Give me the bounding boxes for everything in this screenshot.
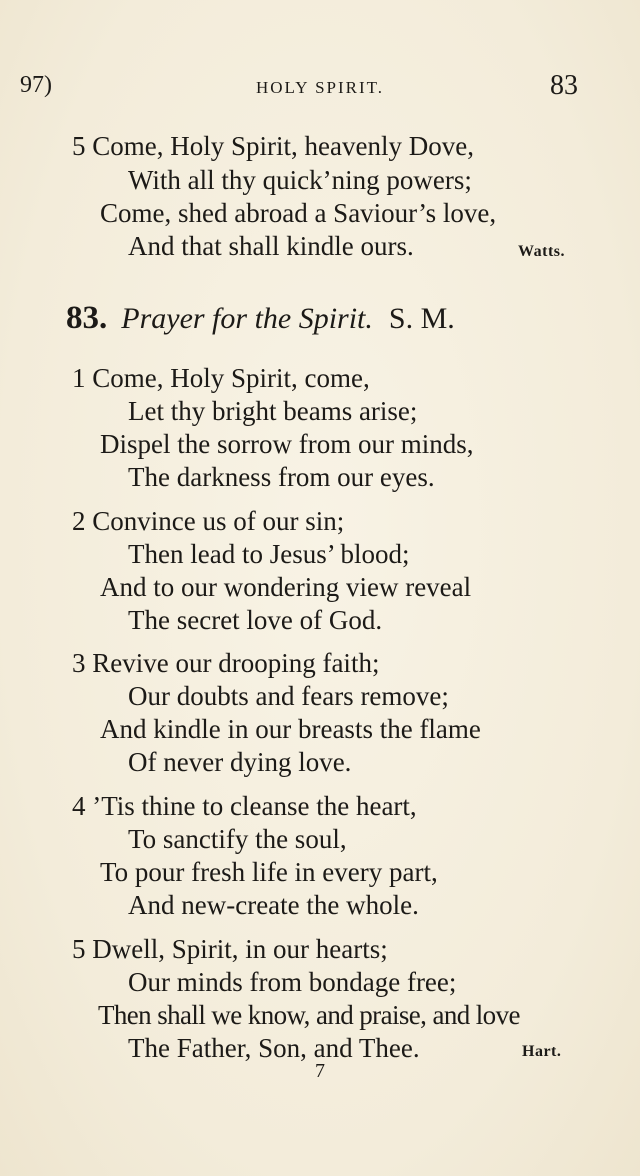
hymn-number: 83.	[66, 300, 108, 336]
verse-line: Come, shed abroad a Saviour’s love,	[100, 198, 497, 228]
verse-line: And that shall kindle ours.	[128, 231, 414, 261]
verse-line: 1 Come, Holy Spirit, come,	[72, 363, 370, 393]
verse-number: 5	[72, 934, 86, 964]
author-attribution: Hart.	[522, 1043, 562, 1060]
verse-line: 3 Revive our drooping faith;	[72, 648, 380, 678]
verse-line: The Father, Son, and Thee.	[128, 1033, 420, 1063]
verse-line: Dispel the sorrow from our minds,	[100, 429, 474, 459]
hymn-title: Prayer for the Spirit.	[121, 302, 373, 335]
verse-line: Our doubts and fears remove;	[128, 681, 449, 711]
page-number: 83	[550, 70, 578, 101]
hymn-heading	[66, 302, 455, 335]
verse-line: 5 Dwell, Spirit, in our hearts;	[72, 934, 388, 964]
verse-number: 4	[72, 791, 86, 821]
verse-line: Then lead to Jesus’ blood;	[128, 539, 410, 569]
verse-line: 4 ’Tis thine to cleanse the heart,	[72, 791, 417, 821]
verse-line: Let thy bright beams arise;	[128, 396, 418, 426]
verse-line: And to our wondering view reveal	[100, 572, 472, 602]
verse-line: 5 Come, Holy Spirit, heavenly Dove,	[72, 131, 474, 161]
header-margin-fragment: 97)	[20, 72, 52, 98]
hymn-meter: S. M.	[388, 302, 455, 335]
verse-line: The darkness from our eyes.	[128, 462, 435, 492]
verse-number: 3	[72, 648, 86, 678]
verse-number: 1	[72, 363, 86, 393]
verse-line: The secret love of God.	[128, 605, 383, 635]
verse-line: And kindle in our breasts the flame	[100, 714, 481, 744]
running-head-title: HOLY SPIRIT.	[255, 78, 385, 97]
verse-line: To sanctify the soul,	[128, 824, 347, 854]
verse-line: 2 Convince us of our sin;	[72, 506, 345, 536]
verse-number: 2	[72, 506, 86, 536]
verse-number: 5	[72, 131, 86, 161]
verse-line: And new-create the whole.	[128, 890, 419, 920]
author-attribution: Watts.	[518, 243, 565, 260]
verse-line: Of never dying love.	[128, 747, 352, 777]
verse-line: Our minds from bondage free;	[128, 967, 457, 997]
verse-line: To pour fresh life in every part,	[100, 857, 438, 887]
verse-line: With all thy quick’ning powers;	[128, 165, 472, 195]
verse-line: Then shall we know, and praise, and love	[98, 1000, 520, 1030]
signature-mark: 7	[315, 1060, 325, 1082]
